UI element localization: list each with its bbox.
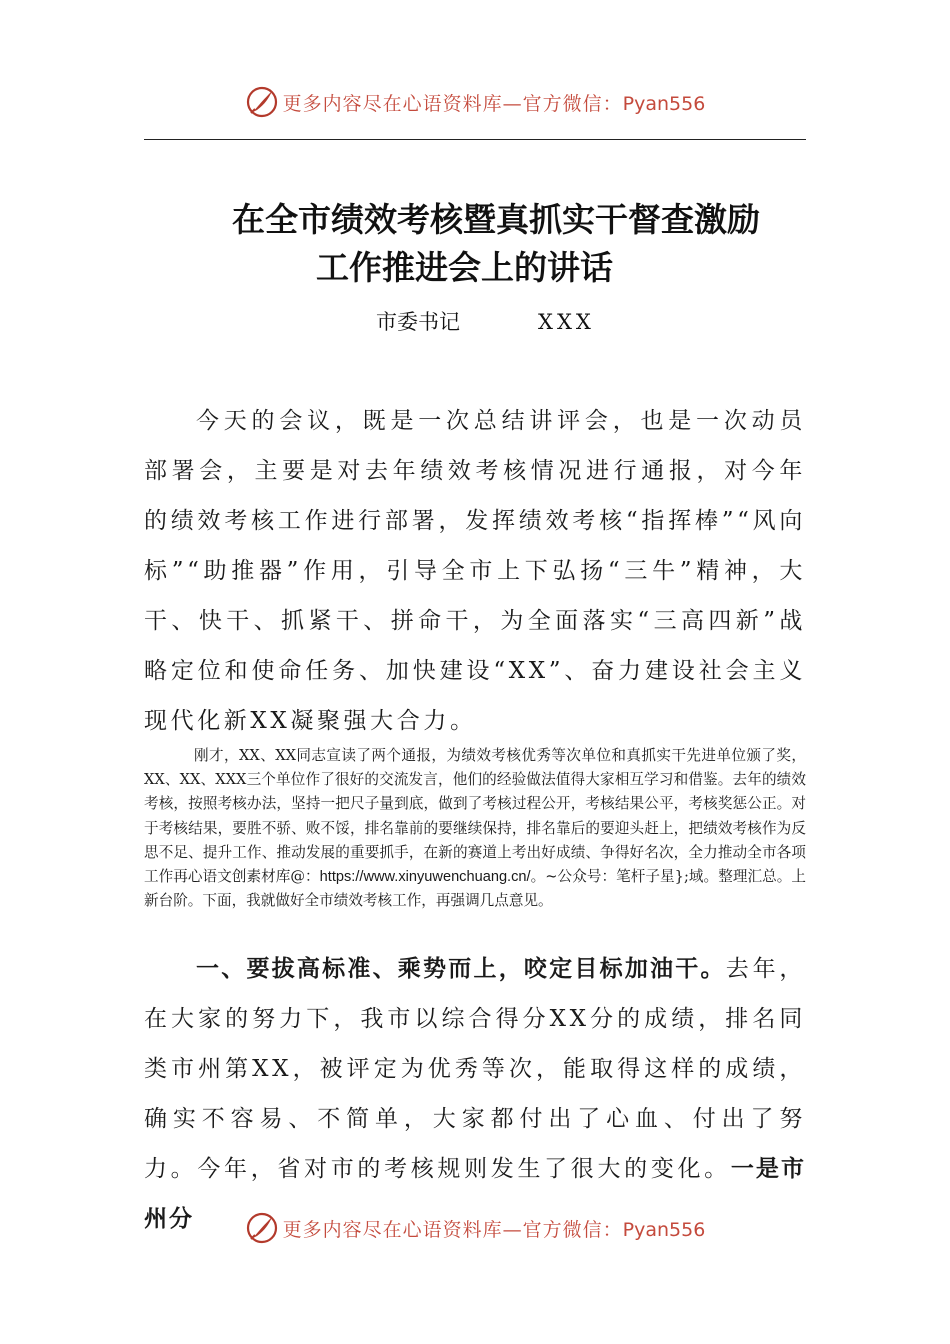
paragraph-review: [144, 744, 806, 913]
review-text: 刚才，XX、XX同志宣读了两个通报，为绩效考核优秀等次单位和真抓实干先进单位颁了奖，XX、XX、XXX三个单位作了很好的交流发言，他们的经验做法值得大家相互学习和借鉴。去年的绩效考核，按照考核办法，坚持一把尺子量到底，做到了考核过程公开，考核结果公平，考核奖惩公正。对于考核结果，要胜不骄、败不馁，排名靠前的要继续保持，排名靠后的要迎头赶上，把绩效考核作为反思不足、提升工作、推动发展的重要抓手，在新的赛道上考出好成绩、争得好名次，全力推动全市各项工作再心语文创素材库@：: [144, 747, 806, 886]
review-text-tail: 。~公众号：笔杆子星};域。整理汇总。上新台阶。下面，我就做好全市绩效考核工作，再强调几点意见。: [144, 868, 806, 910]
speaker-role: 市委书记: [376, 310, 460, 334]
watermark-banner-bottom: [0, 1206, 950, 1250]
section-one-heading: 一、要拔高标准、乘势而上，咬定目标加油干。: [196, 956, 726, 982]
watermark-account: Pyan556: [622, 1218, 706, 1241]
source-url: https://www.xinyuwenchuang.cn/: [319, 869, 531, 886]
quill-logo-icon: [245, 85, 279, 119]
header-rule: [144, 139, 806, 140]
section-one-text: 去年，在大家的努力下，我市以综合得分XX分的成绩，排名同类市州第XX，被评定为优秀等次，能取得这样的成绩，确实不容易、不简单，大家都付出了心血、付出了努力。今年，省对市的考核规则发生了很大的变化。: [144, 956, 807, 1182]
paragraph-intro: 今天的会议，既是一次总结讲评会，也是一次动员部署会，主要是对去年绩效考核情况进行通报，对今年的绩效考核工作进行部署，发挥绩效考核“指挥棒”“风向标”“助推器”作用，引导全市上下弘扬“三牛”精神，大干、快干、抓紧干、拼命干，为全面落实“三高四新”战略定位和使命任务、加快建设“XX”、奋力建设社会主义现代化新XX凝聚强大合力。: [144, 408, 806, 734]
watermark-banner-top: [0, 80, 950, 124]
document-title: [144, 196, 806, 292]
watermark-account: Pyan556: [622, 92, 706, 115]
speaker-byline: [376, 306, 595, 336]
title-line-1: 在全市绩效考核暨真抓实干督查激励: [232, 200, 760, 239]
watermark-text: 更多内容尽在心语资料库—官方微信：Pyan556: [282, 92, 706, 115]
title-line-2: 工作推进会上的讲话: [316, 248, 613, 287]
watermark-text: 更多内容尽在心语资料库—官方微信：Pyan556: [282, 1218, 706, 1241]
speaker-name: XXX: [538, 310, 595, 334]
paragraph-section-one: [144, 944, 806, 1244]
section-one-bold-tail: 一是市州分: [144, 1156, 807, 1232]
quill-logo-icon: [245, 1211, 279, 1245]
